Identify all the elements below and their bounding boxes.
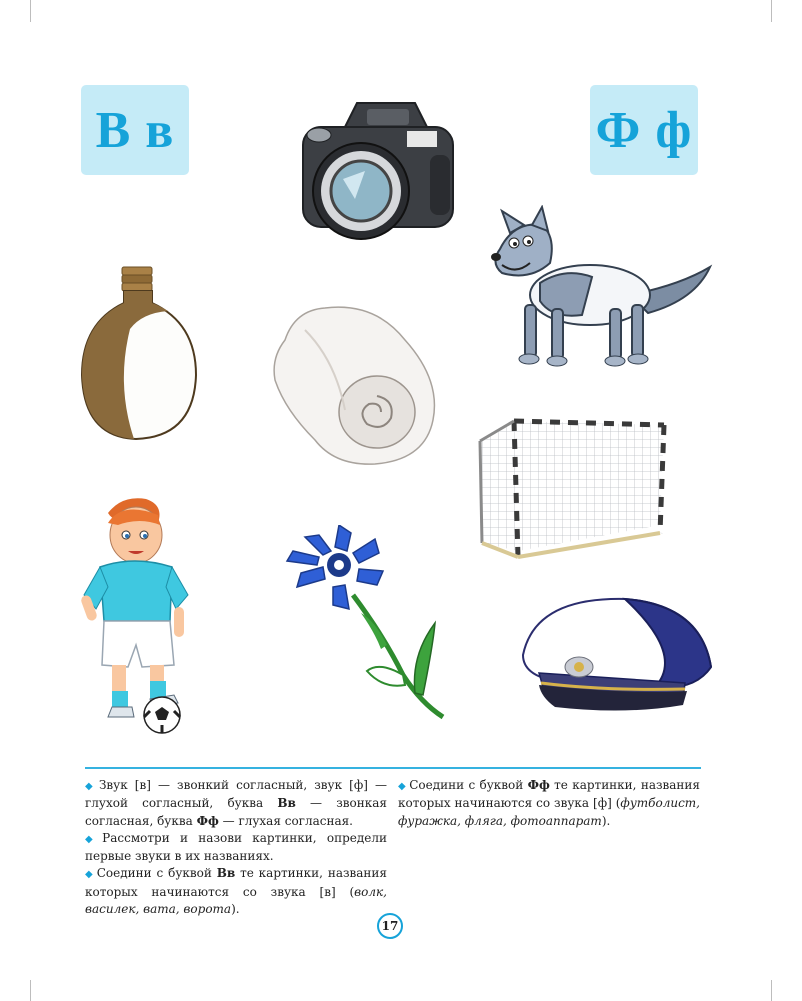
text-run: ). [601, 813, 611, 828]
paragraph-connect-v [85, 865, 387, 918]
paragraph-look [85, 830, 387, 866]
text-run: те картинки, названия которых начинаются со звука [в] ( [85, 866, 387, 899]
bullet-icon: ◆ [85, 833, 100, 845]
text-column-right [398, 777, 700, 830]
crop-mark [30, 980, 31, 1001]
text-run: Соедини с буквой [409, 778, 528, 792]
divider-line [85, 767, 701, 769]
page-number: 17 [377, 913, 403, 939]
soccer-goal-image [474, 415, 674, 565]
text-run: Вв [216, 866, 236, 881]
text-run: те картинки, названия которых начинаются со звука [ф] ( [398, 778, 700, 811]
flask-image [78, 265, 200, 443]
letter-box-v: В в [81, 85, 189, 175]
text-run: футболист, фуражка, фляга, фотоаппарат [398, 796, 700, 828]
text-run: — глухая согласная. [218, 813, 353, 828]
cornflower-image [283, 525, 448, 720]
text-run: Соедини с буквой [96, 866, 217, 881]
crop-mark [771, 980, 772, 1001]
text-column-left [85, 777, 387, 918]
wolf-image [480, 205, 715, 375]
text-run: ). [231, 902, 240, 917]
camera-image [295, 95, 465, 245]
bullet-icon: ◆ [85, 869, 94, 881]
bullet-icon: ◆ [398, 781, 407, 792]
text-run: Фф [527, 778, 550, 792]
soccer-boy-image [78, 495, 203, 735]
text-run: — звонкая согласная, буква [85, 796, 387, 828]
bullet-icon: ◆ [85, 781, 96, 792]
crop-mark [771, 0, 772, 22]
text-run: Рассмотри и назови картинки, определи первые звуки в их названиях. [85, 830, 387, 864]
text-run: волк, василек, вата, ворота [85, 884, 387, 917]
text-run: Звук [в] — звонкий согласный, звук [ф] — глухой согласный, буква [85, 778, 387, 811]
text-run: Вв [277, 796, 296, 811]
peaked-cap-image [515, 595, 715, 720]
text-run: Фф [196, 813, 219, 828]
paragraph-sounds [85, 777, 387, 830]
cotton-wool-image [265, 300, 445, 468]
paragraph-connect-f [398, 777, 700, 830]
crop-mark [30, 0, 31, 22]
letter-box-f: Ф ф [590, 85, 698, 175]
